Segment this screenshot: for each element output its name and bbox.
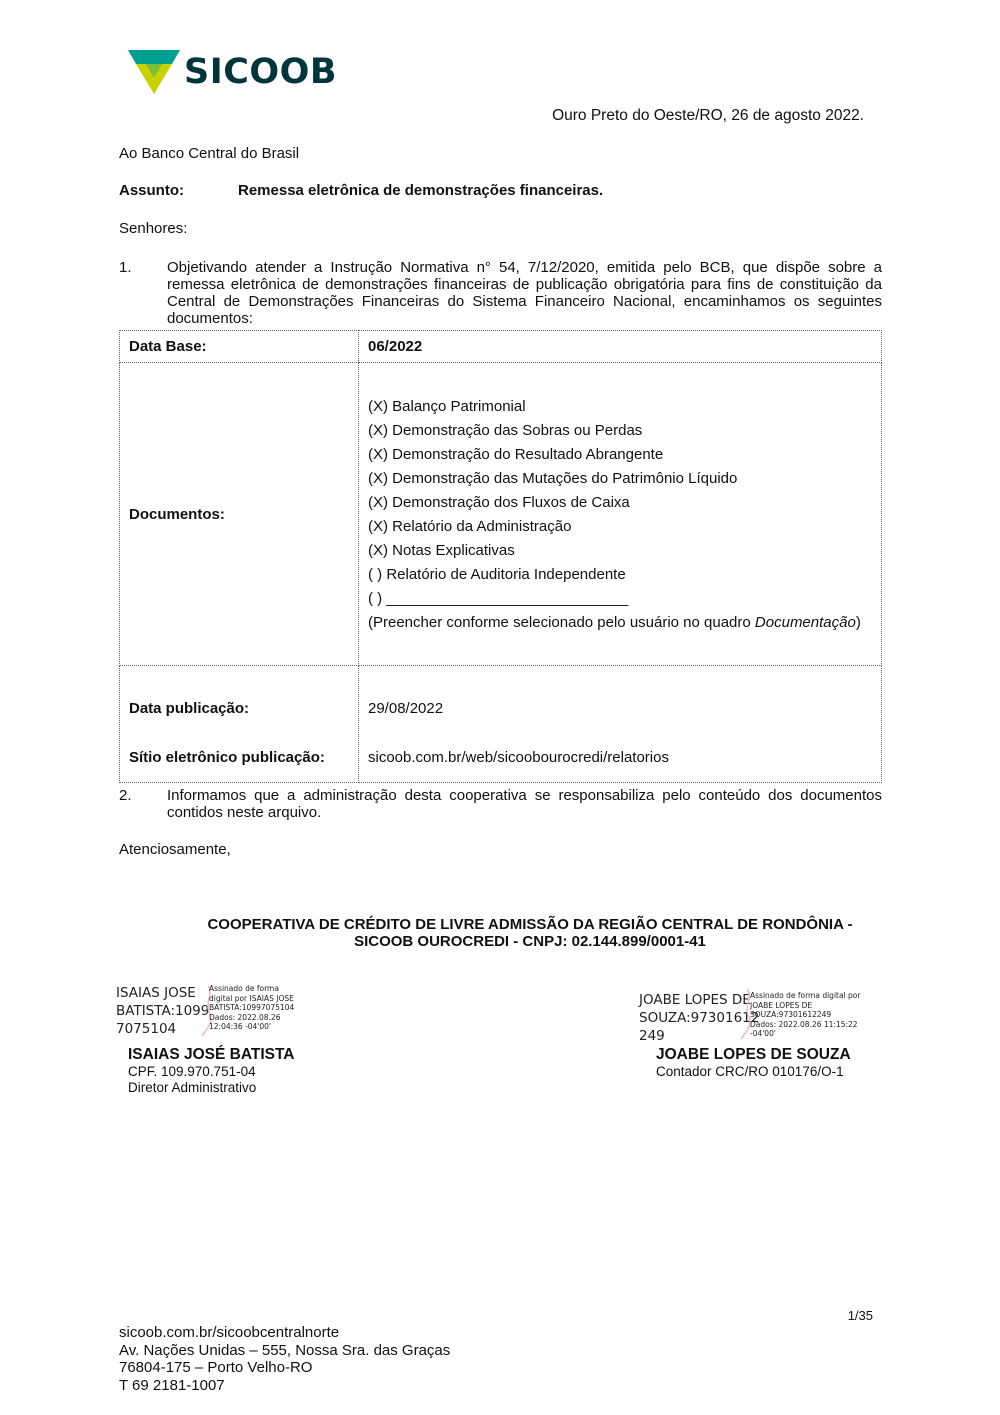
- table-row: [120, 666, 882, 783]
- publicacao-value: 29/08/2022: [368, 700, 444, 717]
- list-item: (X) Notas Explicativas: [368, 542, 515, 559]
- greeting: Senhores:: [119, 220, 188, 237]
- signer-2: [656, 1046, 851, 1080]
- data-base-label: Data Base:: [120, 331, 359, 363]
- table-row: [120, 331, 882, 363]
- subject-text: Remessa eletrônica de demonstrações financeiras.: [238, 182, 604, 199]
- footer-city: 76804-175 – Porto Velho-RO: [119, 1359, 313, 1376]
- signer-role: Contador CRC/RO 010176/O-1: [656, 1064, 844, 1079]
- signature-name: ISAIAS JOSE BATISTA:1099 7075104: [116, 985, 210, 1037]
- signature-details: Assinado de forma digital por JOABE LOPES DE SOUZA:97301612249 Dados: 2022.08.26 11:15:22 -04'00': [750, 991, 861, 1038]
- documentos-label: Documentos:: [120, 363, 359, 666]
- paragraph-number: 1.: [119, 259, 132, 276]
- list-item: (X) Demonstração dos Fluxos de Caixa: [368, 494, 630, 511]
- list-item: (X) Relatório da Administração: [368, 518, 572, 535]
- page-number: 1/35: [847, 1308, 873, 1323]
- signer-cpf: CPF. 109.970.751-04: [128, 1064, 256, 1079]
- data-base-value: 06/2022: [359, 331, 882, 363]
- footer-phone: T 69 2181-1007: [119, 1376, 225, 1394]
- footer-address: Av. Nações Unidas – 555, Nossa Sra. das Graças: [119, 1341, 451, 1359]
- digital-signature-2: [639, 991, 861, 1045]
- logo-wordmark: SICOOB: [184, 52, 338, 92]
- organization-name: COOPERATIVA DE CRÉDITO DE LIVRE ADMISSÃO DA REGIÃO CENTRAL DE RONDÔNIA - SICOOB OUROCREDI - CNPJ: 02.144.899/0001-41: [207, 916, 853, 950]
- publication-values: [359, 666, 882, 783]
- paragraph-1: [119, 259, 882, 327]
- sicoob-logo: [128, 48, 337, 96]
- signer-name: JOABE LOPES DE SOUZA: [656, 1046, 851, 1063]
- signer-name: ISAIAS JOSÉ BATISTA: [128, 1046, 295, 1063]
- list-item: ( ) _____________________________: [368, 590, 629, 607]
- signer-1: [128, 1046, 295, 1096]
- signature-details: Assinado de forma digital por ISAIAS JOSE BATISTA:10997075104 Dados: 2022.08.26 12:04:36 -04'00': [209, 984, 295, 1031]
- paragraph-text: Informamos que a administração desta cooperativa se responsabiliza pelo conteúdo dos documentos contidos neste arquivo.: [167, 787, 882, 821]
- documents-list: [359, 363, 882, 666]
- recipient: Ao Banco Central do Brasil: [119, 145, 300, 162]
- sicoob-logo-icon: [128, 48, 180, 96]
- paragraph-text: Objetivando atender a Instrução Normativa n° 54, 7/12/2020, emitida pelo BCB, que dispõe sobre a remessa eletrônica de demonstrações financeiras de publicação obrigatória para fins de constituição da Central de Demonstrações Financeiras do Sistema Financeiro Nacional, encaminhamos os seguintes documentos:: [167, 259, 882, 327]
- subject-label: Assunto:: [119, 182, 184, 199]
- sitio-label: Sítio eletrônico publicação:: [129, 749, 325, 766]
- sitio-value: sicoob.com.br/web/sicoobourocredi/relatorios: [368, 749, 669, 766]
- paragraph-number: 2.: [119, 787, 132, 804]
- place-date: Ouro Preto do Oeste/RO, 26 de agosto 2022.: [552, 107, 864, 124]
- digital-signature-1: [116, 984, 295, 1038]
- paragraph-2: [119, 787, 882, 821]
- list-item: (X) Demonstração das Mutações do Patrimônio Líquido: [368, 470, 738, 487]
- closing: Atenciosamente,: [119, 841, 231, 858]
- instruction-italic: Documentação: [754, 614, 856, 631]
- documents-instruction: (Preencher conforme selecionado pelo usuário no quadro Documentação): [368, 614, 861, 631]
- footer-website: sicoob.com.br/sicoobcentralnorte: [119, 1324, 340, 1341]
- list-item: (X) Demonstração do Resultado Abrangente: [368, 446, 664, 463]
- list-item: ( ) Relatório de Auditoria Independente: [368, 566, 626, 583]
- documents-table: [119, 330, 882, 783]
- publicacao-label: Data publicação:: [129, 700, 250, 717]
- publication-labels: [120, 666, 359, 783]
- table-row: [120, 363, 882, 666]
- list-item: (X) Demonstração das Sobras ou Perdas: [368, 422, 643, 439]
- footer: [119, 1324, 450, 1394]
- signer-role: Diretor Administrativo: [128, 1080, 257, 1095]
- list-item: (X) Balanço Patrimonial: [368, 398, 526, 415]
- subject-line: [119, 182, 899, 199]
- signature-name: JOABE LOPES DE SOUZA:97301612 249: [639, 992, 760, 1044]
